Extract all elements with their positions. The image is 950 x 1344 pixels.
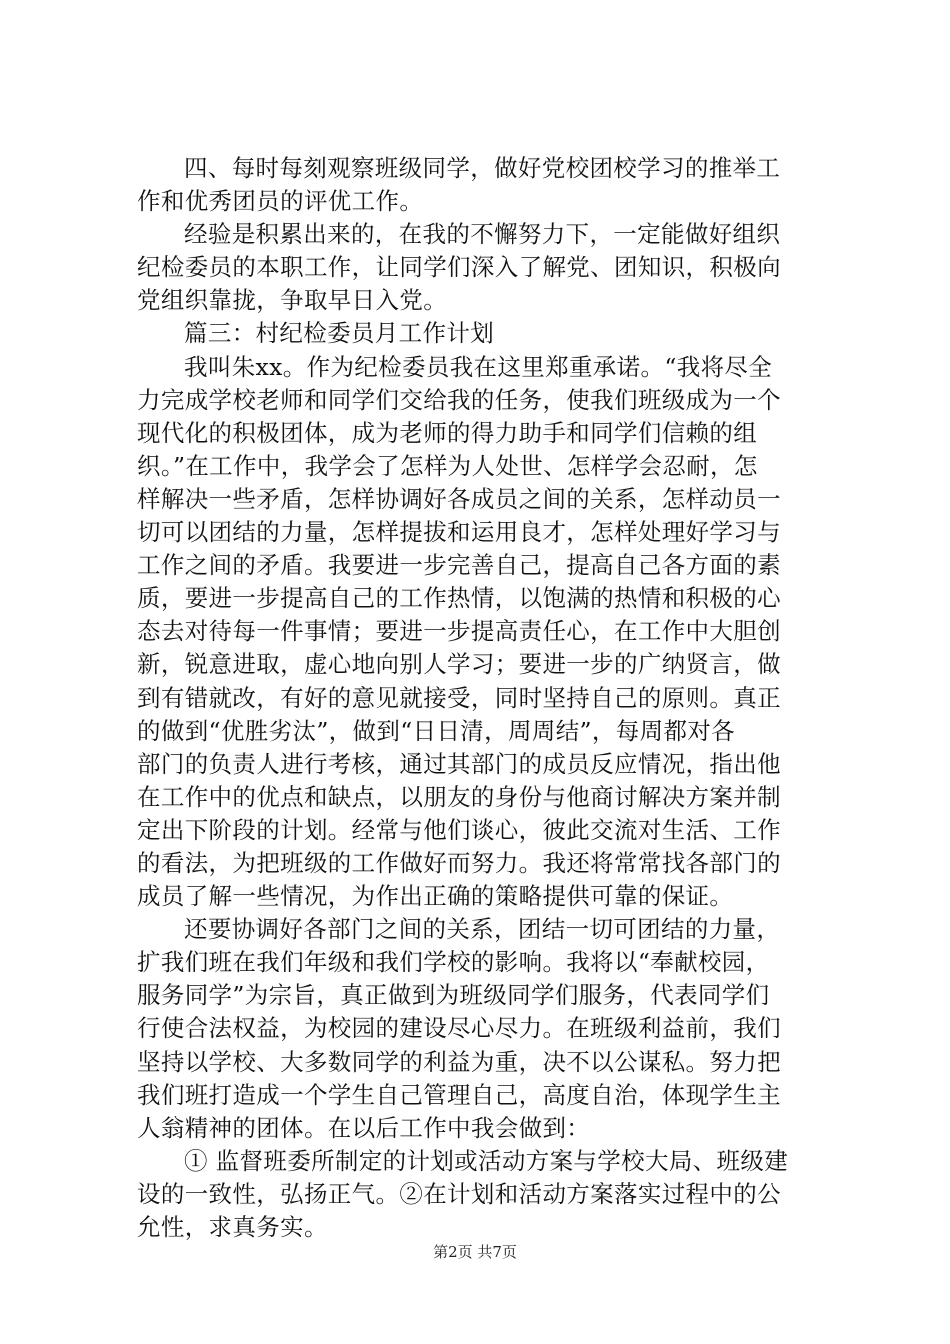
document-body <box>137 152 827 1244</box>
text-line: 成员了解一些情况，为作出正确的策略提供可靠的保证。 <box>137 882 734 911</box>
text-line: 我们班打造成一个学生自己管理自己，高度自治，体现学生主 <box>137 1080 781 1109</box>
text-line: 允性，求真务实。 <box>137 1213 328 1241</box>
text-line: 织。”在工作中，我学会了怎样为人处世、怎样学会忍耐，怎 <box>137 451 758 480</box>
page-footer: 第2页 共7页 <box>433 1243 517 1261</box>
text-line: 新，锐意进取，虚心地向别人学习；要进一步的广纳贤言，做 <box>137 650 781 679</box>
text-line: 我叫朱xx。作为纪检委员我在这里郑重承诺。“我将尽全 <box>184 352 773 381</box>
paragraph-coordinate <box>137 913 827 1145</box>
text-line: 设的一致性，弘扬正气。②在计划和活动方案落实过程中的公 <box>137 1179 781 1208</box>
text-line: 纪检委员的本职工作，让同学们深入了解党、团知识，积极向 <box>137 253 781 282</box>
text-line: 力完成学校老师和同学们交给我的任务，使我们班级成为一个 <box>137 385 781 414</box>
text-line: 工作之间的矛盾。我要进一步完善自己，提高自己各方面的素 <box>137 551 781 580</box>
paragraph-4 <box>137 152 827 218</box>
text-line: 还要协调好各部门之间的关系，团结一切可团结的力量， <box>184 915 781 944</box>
text-line: 态去对待每一件事情；要进一步提高责任心，在工作中大胆创 <box>137 617 781 646</box>
paragraph-promise <box>137 351 827 914</box>
text-line: 切可以团结的力量，怎样提拔和运用良才，怎样处理好学习与 <box>137 518 781 547</box>
text-line: 扩我们班在我们年级和我们学校的影响。我将以“奉献校园， <box>137 948 770 977</box>
text-line: 党组织靠拢，争取早日入党。 <box>137 286 448 315</box>
section-heading <box>137 317 827 350</box>
paragraph-experience <box>137 218 827 317</box>
text-line: 现代化的积极团体，成为老师的得力助手和同学们信赖的组 <box>137 418 758 447</box>
text-line: 的看法，为把班级的工作做好而努力。我还将常常找各部门的 <box>137 848 781 877</box>
text-line: 的做到“优胜劣汰”，做到“日日清，周周结”，每周都对各 <box>137 716 736 745</box>
text-line: ① 监督班委所制定的计划或活动方案与学校大局、班级建 <box>184 1146 789 1175</box>
text-line: 四、每时每刻观察班级同学，做好党校团校学习的推举工 <box>184 154 781 182</box>
text-line: 定出下阶段的计划。经常与他们谈心，彼此交流对生活、工作 <box>137 815 781 844</box>
text-line: 到有错就改，有好的意见就接受，同时坚持自己的原则。真正 <box>137 683 781 712</box>
text-line: 行使合法权益，为校园的建设尽心尽力。在班级利益前，我们 <box>137 1014 781 1043</box>
text-line: 服务同学”为宗旨，真正做到为班级同学们服务，代表同学们 <box>137 981 770 1010</box>
text-line: 部门的负责人进行考核，通过其部门的成员反应情况，指出他 <box>137 749 781 778</box>
text-line: 质，要进一步提高自己的工作热情，以饱满的热情和积极的心 <box>137 584 781 613</box>
text-line: 坚持以学校、大多数同学的利益为重，决不以公谋私。努力把 <box>137 1047 781 1076</box>
text-line: 在工作中的优点和缺点，以朋友的身份与他商讨解决方案并制 <box>137 782 781 811</box>
paragraph-list <box>137 1145 827 1244</box>
text-line: 经验是积累出来的，在我的不懈努力下，一定能做好组织 <box>184 220 781 249</box>
text-line: 样解决一些矛盾，怎样协调好各成员之间的关系，怎样动员一 <box>137 484 781 513</box>
text-line: 作和优秀团员的评优工作。 <box>137 187 424 216</box>
text-line: 人翁精神的团体。在以后工作中我会做到： <box>137 1113 591 1142</box>
text-line: 篇三：村纪检委员月工作计划 <box>184 319 495 348</box>
